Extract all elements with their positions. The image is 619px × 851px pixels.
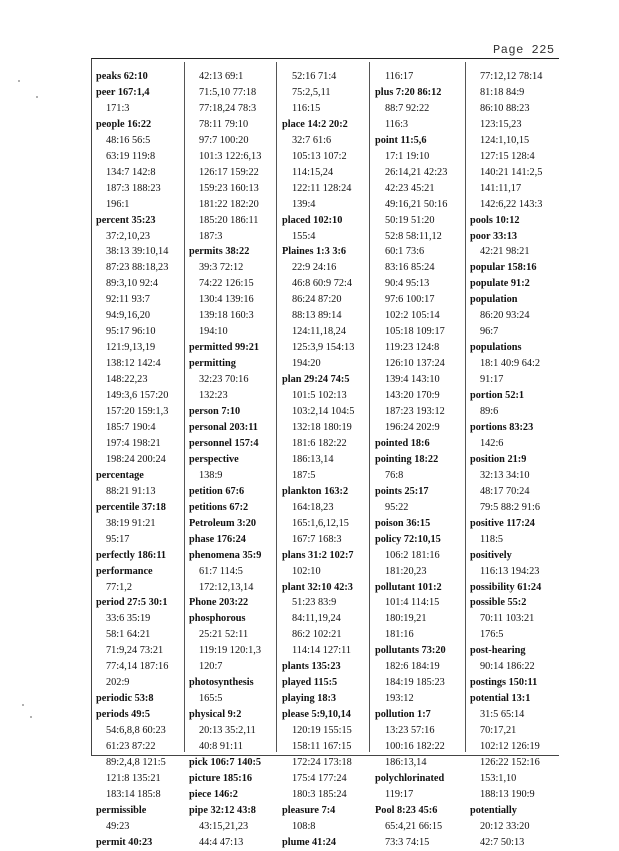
index-locator: 193:12	[385, 693, 414, 705]
index-locator: 103:2,14 104:5	[292, 406, 355, 418]
index-term: peer 167:1,4	[96, 86, 150, 98]
index-locator: 86:2 102:21	[292, 629, 342, 641]
index-term: photosynthesis	[189, 677, 254, 689]
index-locator: 116:17	[385, 71, 414, 82]
index-locator: 120:7	[199, 661, 223, 673]
index-locator: 37:2,10,23	[106, 230, 151, 242]
index-locator: 97:7 100:20	[199, 134, 249, 146]
index-locator: 61:23 87:22	[106, 741, 156, 753]
index-locator: 181:16	[385, 629, 414, 641]
index-term: percentile 37:18	[96, 501, 166, 513]
index-locator: 130:4 139:16	[199, 294, 254, 306]
scan-speck	[36, 96, 38, 98]
index-locator: 86:10 88:23	[480, 102, 530, 114]
index-locator: 139:18 160:3	[199, 310, 254, 322]
index-term: peaks 62:10	[96, 71, 148, 82]
index-term: poison 36:15	[375, 517, 431, 529]
index-locator: 127:15 128:4	[480, 150, 535, 162]
index-locator: 49:23	[106, 820, 130, 832]
index-column-3	[282, 69, 372, 851]
index-locator: 181:22 182:20	[199, 198, 259, 210]
index-locator: 101:3 122:6,13	[199, 150, 262, 162]
index-locator: 122:11 128:24	[292, 182, 352, 194]
index-locator: 121:9,13,19	[106, 342, 156, 354]
index-term: people 16:22	[96, 118, 152, 130]
index-term: pools 10:12	[470, 214, 520, 226]
index-term: plume 41:24	[282, 836, 337, 848]
index-locator: 184:19 185:23	[385, 677, 445, 689]
index-locator: 119:17	[385, 788, 414, 800]
index-term: populate 91:2	[470, 278, 530, 290]
index-locator: 105:18 109:17	[385, 326, 445, 338]
index-term: populations	[470, 342, 522, 354]
index-term: pointing 18:22	[375, 453, 439, 465]
index-locator: 48:16 56:5	[106, 134, 151, 146]
index-locator: 124:11,18,24	[292, 326, 346, 338]
index-locator: 116:3	[385, 118, 409, 130]
index-term: playing 18:3	[282, 693, 337, 705]
index-locator: 77:1,2	[106, 581, 133, 593]
index-locator: 89:6	[480, 406, 499, 418]
index-locator: 52:8 58:11,12	[385, 230, 442, 242]
index-locator: 95:17 96:10	[106, 326, 156, 338]
index-column-2	[189, 69, 279, 851]
index-locator: 32:23 70:16	[199, 374, 249, 386]
index-column-5	[470, 69, 560, 851]
index-locator: 183:14 185:8	[106, 788, 161, 800]
index-locator: 185:7 190:4	[106, 421, 156, 433]
index-locator: 153:1,10	[480, 772, 517, 784]
index-locator: 17:1 19:10	[385, 150, 430, 162]
index-locator: 84:11,19,24	[292, 613, 341, 625]
index-locator: 165:5	[199, 693, 223, 705]
index-locator: 86:24 87:20	[292, 294, 342, 306]
index-locator: 44:4 47:13	[199, 836, 244, 848]
index-locator: 185:20 186:11	[199, 214, 259, 226]
index-locator: 42:13 69:1	[199, 71, 244, 82]
index-term: performance	[96, 565, 153, 577]
index-locator: 13:23 57:16	[385, 725, 435, 737]
index-locator: 139:4	[292, 198, 316, 210]
index-term: permitted 99:21	[189, 342, 260, 354]
index-locator: 91:17	[480, 374, 504, 386]
index-locator: 79:5 88:2 91:6	[480, 501, 541, 513]
index-locator: 33:6 35:19	[106, 613, 151, 625]
index-term: portion 52:1	[470, 390, 525, 402]
index-term: permit 40:23	[96, 836, 153, 848]
index-term: phase 176:24	[189, 533, 246, 545]
index-locator: 187:3	[199, 230, 223, 242]
index-locator: 38:13 39:10,14	[106, 246, 169, 258]
index-locator: 61:7 114:5	[199, 565, 243, 577]
index-locator: 186:13,14	[292, 453, 334, 465]
index-locator: 52:16 71:4	[292, 71, 337, 82]
index-locator: 126:17 159:22	[199, 166, 259, 178]
index-term: position 21:9	[470, 453, 527, 465]
index-locator: 105:13 107:2	[292, 150, 347, 162]
index-locator: 40:8 91:11	[199, 741, 243, 753]
index-column-4	[375, 69, 465, 851]
index-term: post-hearing	[470, 645, 526, 657]
index-term: plants 135:23	[282, 661, 341, 673]
index-locator: 73:3 74:15	[385, 836, 430, 848]
index-locator: 121:8 135:21	[106, 772, 161, 784]
index-locator: 186:13,14	[385, 756, 427, 768]
index-term: Petroleum 3:20	[189, 517, 257, 529]
index-term: pointed 18:6	[375, 437, 430, 449]
index-locator: 180:19,21	[385, 613, 427, 625]
index-term: picture 185:16	[189, 772, 253, 784]
index-locator: 100:16 182:22	[385, 741, 445, 753]
index-locator: 32:13 34:10	[480, 469, 530, 481]
index-locator: 142:6,22 143:3	[480, 198, 543, 210]
index-term: personnel 157:4	[189, 437, 259, 449]
index-locator: 132:18 180:19	[292, 421, 352, 433]
index-term: pick 106:7 140:5	[189, 756, 262, 768]
index-term: popular 158:16	[470, 262, 537, 274]
index-term: positively	[470, 549, 512, 561]
index-term: pollutant 101:2	[375, 581, 442, 593]
index-locator: 202:9	[106, 677, 130, 689]
index-locator: 194:10	[199, 326, 228, 338]
index-locator: 46:8 60:9 72:4	[292, 278, 353, 290]
index-locator: 94:9,16,20	[106, 310, 151, 322]
index-term: played 115:5	[282, 677, 338, 689]
index-locator: 48:17 70:24	[480, 485, 530, 497]
index-term: perfectly 186:11	[96, 549, 167, 561]
index-term: plankton 163:2	[282, 485, 349, 497]
index-locator: 86:20 93:24	[480, 310, 530, 322]
index-locator: 74:22 126:15	[199, 278, 254, 290]
index-locator: 149:3,6 157:20	[106, 390, 169, 402]
index-locator: 118:5	[480, 533, 504, 545]
index-term: phenomena 35:9	[189, 549, 262, 561]
index-locator: 139:4 143:10	[385, 374, 440, 386]
index-locator: 89:3,10 92:4	[106, 278, 159, 290]
index-term: poor 33:13	[470, 230, 518, 242]
index-locator: 167:7 168:3	[292, 533, 342, 545]
index-term: postings 150:11	[470, 677, 538, 689]
index-locator: 187:23 193:12	[385, 406, 445, 418]
index-locator: 77:4,14 187:16	[106, 661, 169, 673]
index-term: permitting	[189, 358, 236, 370]
index-locator: 125:3,9 154:13	[292, 342, 355, 354]
index-term: person 7:10	[189, 406, 241, 418]
index-locator: 92:11 93:7	[106, 294, 150, 306]
index-locator: 77:18,24 78:3	[199, 102, 257, 114]
index-locator: 78:11 79:10	[199, 118, 249, 130]
index-locator: 50:19 51:20	[385, 214, 435, 226]
index-locator: 124:1,10,15	[480, 134, 530, 146]
index-term: possibility 61:24	[470, 581, 542, 593]
index-locator: 138:9	[199, 469, 223, 481]
index-term: pollution 1:7	[375, 709, 431, 721]
index-locator: 176:5	[480, 629, 504, 641]
index-locator: 116:13 194:23	[480, 565, 540, 577]
scan-speck	[22, 704, 24, 706]
index-term: periodic 53:8	[96, 693, 154, 705]
index-term: percent 35:23	[96, 214, 156, 226]
index-locator: 76:8	[385, 469, 404, 481]
index-locator: 120:19 155:15	[292, 725, 352, 737]
index-term: polychlorinated	[375, 772, 445, 784]
index-locator: 157:20 159:1,3	[106, 406, 169, 418]
index-locator: 197:4 198:21	[106, 437, 161, 449]
index-locator: 102:10	[292, 565, 321, 577]
page-label: Page 225	[493, 43, 555, 57]
index-term: plans 31:2 102:7	[282, 549, 354, 561]
index-locator: 18:1 40:9 64:2	[480, 358, 541, 370]
column-rule	[465, 62, 466, 752]
index-term: petition 67:6	[189, 485, 245, 497]
scan-speck	[18, 80, 20, 82]
index-locator: 198:24 200:24	[106, 453, 166, 465]
index-locator: 31:5 65:14	[480, 709, 525, 721]
index-term: potentially	[470, 804, 517, 816]
index-locator: 165:1,6,12,15	[292, 517, 349, 529]
index-locator: 126:10 137:24	[385, 358, 445, 370]
index-locator: 65:4,21 66:15	[385, 820, 443, 832]
index-locator: 43:15,21,23	[199, 820, 249, 832]
index-locator: 77:12,12 78:14	[480, 71, 543, 82]
index-locator: 90:14 186:22	[480, 661, 535, 673]
index-term: plan 29:24 74:5	[282, 374, 350, 386]
index-locator: 172:24 173:18	[292, 756, 352, 768]
index-locator: 83:16 85:24	[385, 262, 435, 274]
index-locator: 114:15,24	[292, 166, 334, 178]
index-locator: 188:13 190:9	[480, 788, 535, 800]
index-locator: 81:18 84:9	[480, 86, 525, 98]
index-locator: 159:23 160:13	[199, 182, 259, 194]
index-locator: 148:22,23	[106, 374, 148, 386]
index-term: potential 13:1	[470, 693, 531, 705]
index-locator: 49:16,21 50:16	[385, 198, 448, 210]
index-locator: 20:12 33:20	[480, 820, 530, 832]
index-locator: 116:15	[292, 102, 321, 114]
index-locator: 38:19 91:21	[106, 517, 156, 529]
index-term: Pool 8:23 45:6	[375, 804, 438, 816]
index-term: pollutants 73:20	[375, 645, 446, 657]
index-locator: 196:24 202:9	[385, 421, 440, 433]
index-locator: 138:12 142:4	[106, 358, 161, 370]
index-term: petitions 67:2	[189, 501, 249, 513]
index-locator: 187:5	[292, 469, 316, 481]
index-locator: 181:6 182:22	[292, 437, 347, 449]
scan-speck	[30, 716, 32, 718]
index-locator: 140:21 141:2,5	[480, 166, 543, 178]
index-locator: 158:11 167:15	[292, 741, 352, 753]
index-locator: 119:19 120:1,3	[199, 645, 261, 657]
index-locator: 126:22 152:16	[480, 756, 540, 768]
index-column-1	[96, 69, 186, 851]
index-locator: 95:17	[106, 533, 130, 545]
index-term: policy 72:10,15	[375, 533, 441, 545]
index-locator: 63:19 119:8	[106, 150, 156, 162]
index-term: phosphorous	[189, 613, 246, 625]
index-term: period 27:5 30:1	[96, 597, 168, 609]
index-locator: 20:13 35:2,11	[199, 725, 256, 737]
index-term: possible 55:2	[470, 597, 527, 609]
index-term: placed 102:10	[282, 214, 343, 226]
index-term: points 25:17	[375, 485, 429, 497]
index-locator: 90:4 95:13	[385, 278, 430, 290]
index-locator: 71:5,10 77:18	[199, 86, 257, 98]
index-locator: 132:23	[199, 390, 228, 402]
index-term: Plaines 1:3 3:6	[282, 246, 347, 258]
index-locator: 123:15,23	[480, 118, 522, 130]
index-locator: 88:13 89:14	[292, 310, 342, 322]
index-locator: 106:2 181:16	[385, 549, 440, 561]
index-locator: 22:9 24:16	[292, 262, 337, 274]
index-locator: 87:23 88:18,23	[106, 262, 169, 274]
index-term: population	[470, 294, 518, 306]
index-locator: 119:23 124:8	[385, 342, 440, 354]
index-locator: 51:23 83:9	[292, 597, 337, 609]
index-locator: 101:5 102:13	[292, 390, 347, 402]
index-locator: 97:6 100:17	[385, 294, 435, 306]
index-term: percentage	[96, 469, 144, 481]
index-locator: 42:21 98:21	[480, 246, 530, 258]
index-term: portions 83:23	[470, 421, 534, 433]
index-locator: 182:6 184:19	[385, 661, 440, 673]
index-locator: 155:4	[292, 230, 316, 242]
index-locator: 88:7 92:22	[385, 102, 430, 114]
index-locator: 181:20,23	[385, 565, 427, 577]
index-locator: 164:18,23	[292, 501, 334, 513]
index-term: physical 9:2	[189, 709, 242, 721]
index-term: pleasure 7:4	[282, 804, 336, 816]
index-locator: 42:23 45:21	[385, 182, 435, 194]
index-locator: 114:14 127:11	[292, 645, 352, 657]
index-term: permissible	[96, 804, 147, 816]
index-locator: 101:4 114:15	[385, 597, 440, 609]
index-term: plant 32:10 42:3	[282, 581, 353, 593]
index-term: piece 146:2	[189, 788, 238, 800]
index-term: personal 203:11	[189, 421, 258, 433]
index-term: periods 49:5	[96, 709, 151, 721]
index-locator: 194:20	[292, 358, 321, 370]
index-locator: 143:20 170:9	[385, 390, 440, 402]
index-locator: 102:12 126:19	[480, 741, 540, 753]
index-locator: 175:4 177:24	[292, 772, 347, 784]
index-locator: 75:2,5,11	[292, 86, 331, 98]
index-locator: 134:7 142:8	[106, 166, 156, 178]
index-term: please 5:9,10,14	[282, 709, 351, 721]
index-term: point 11:5,6	[375, 134, 427, 146]
index-locator: 26:14,21 42:23	[385, 166, 448, 178]
index-locator: 102:2 105:14	[385, 310, 440, 322]
index-term: perspective	[189, 453, 239, 465]
index-term: pipe 32:12 43:8	[189, 804, 256, 816]
index-locator: 54:6,8,8 60:23	[106, 725, 166, 737]
index-locator: 42:7 50:13	[480, 836, 525, 848]
index-locator: 32:7 61:6	[292, 134, 332, 146]
index-term: plus 7:20 86:12	[375, 86, 442, 98]
index-locator: 60:1 73:6	[385, 246, 425, 258]
index-locator: 70:17,21	[480, 725, 517, 737]
index-locator: 71:9,24 73:21	[106, 645, 164, 657]
index-locator: 88:21 91:13	[106, 485, 156, 497]
index-locator: 172:12,13,14	[199, 581, 254, 593]
index-term: positive 117:24	[470, 517, 535, 529]
index-locator: 171:3	[106, 102, 130, 114]
index-locator: 187:3 188:23	[106, 182, 161, 194]
index-locator: 96:7	[480, 326, 499, 338]
index-locator: 141:11,17	[480, 182, 522, 194]
index-locator: 196:1	[106, 198, 130, 210]
index-locator: 39:3 72:12	[199, 262, 244, 274]
index-locator: 95:22	[385, 501, 409, 513]
index-locator: 58:1 64:21	[106, 629, 151, 641]
index-term: permits 38:22	[189, 246, 250, 258]
index-locator: 25:21 52:11	[199, 629, 249, 641]
index-locator: 180:3 185:24	[292, 788, 347, 800]
index-term: place 14:2 20:2	[282, 118, 348, 130]
index-locator: 142:6	[480, 437, 504, 449]
index-locator: 70:11 103:21	[480, 613, 535, 625]
index-locator: 89:2,4,8 121:5	[106, 756, 166, 768]
index-locator: 108:8	[292, 820, 316, 832]
index-term: Phone 203:22	[189, 597, 249, 609]
